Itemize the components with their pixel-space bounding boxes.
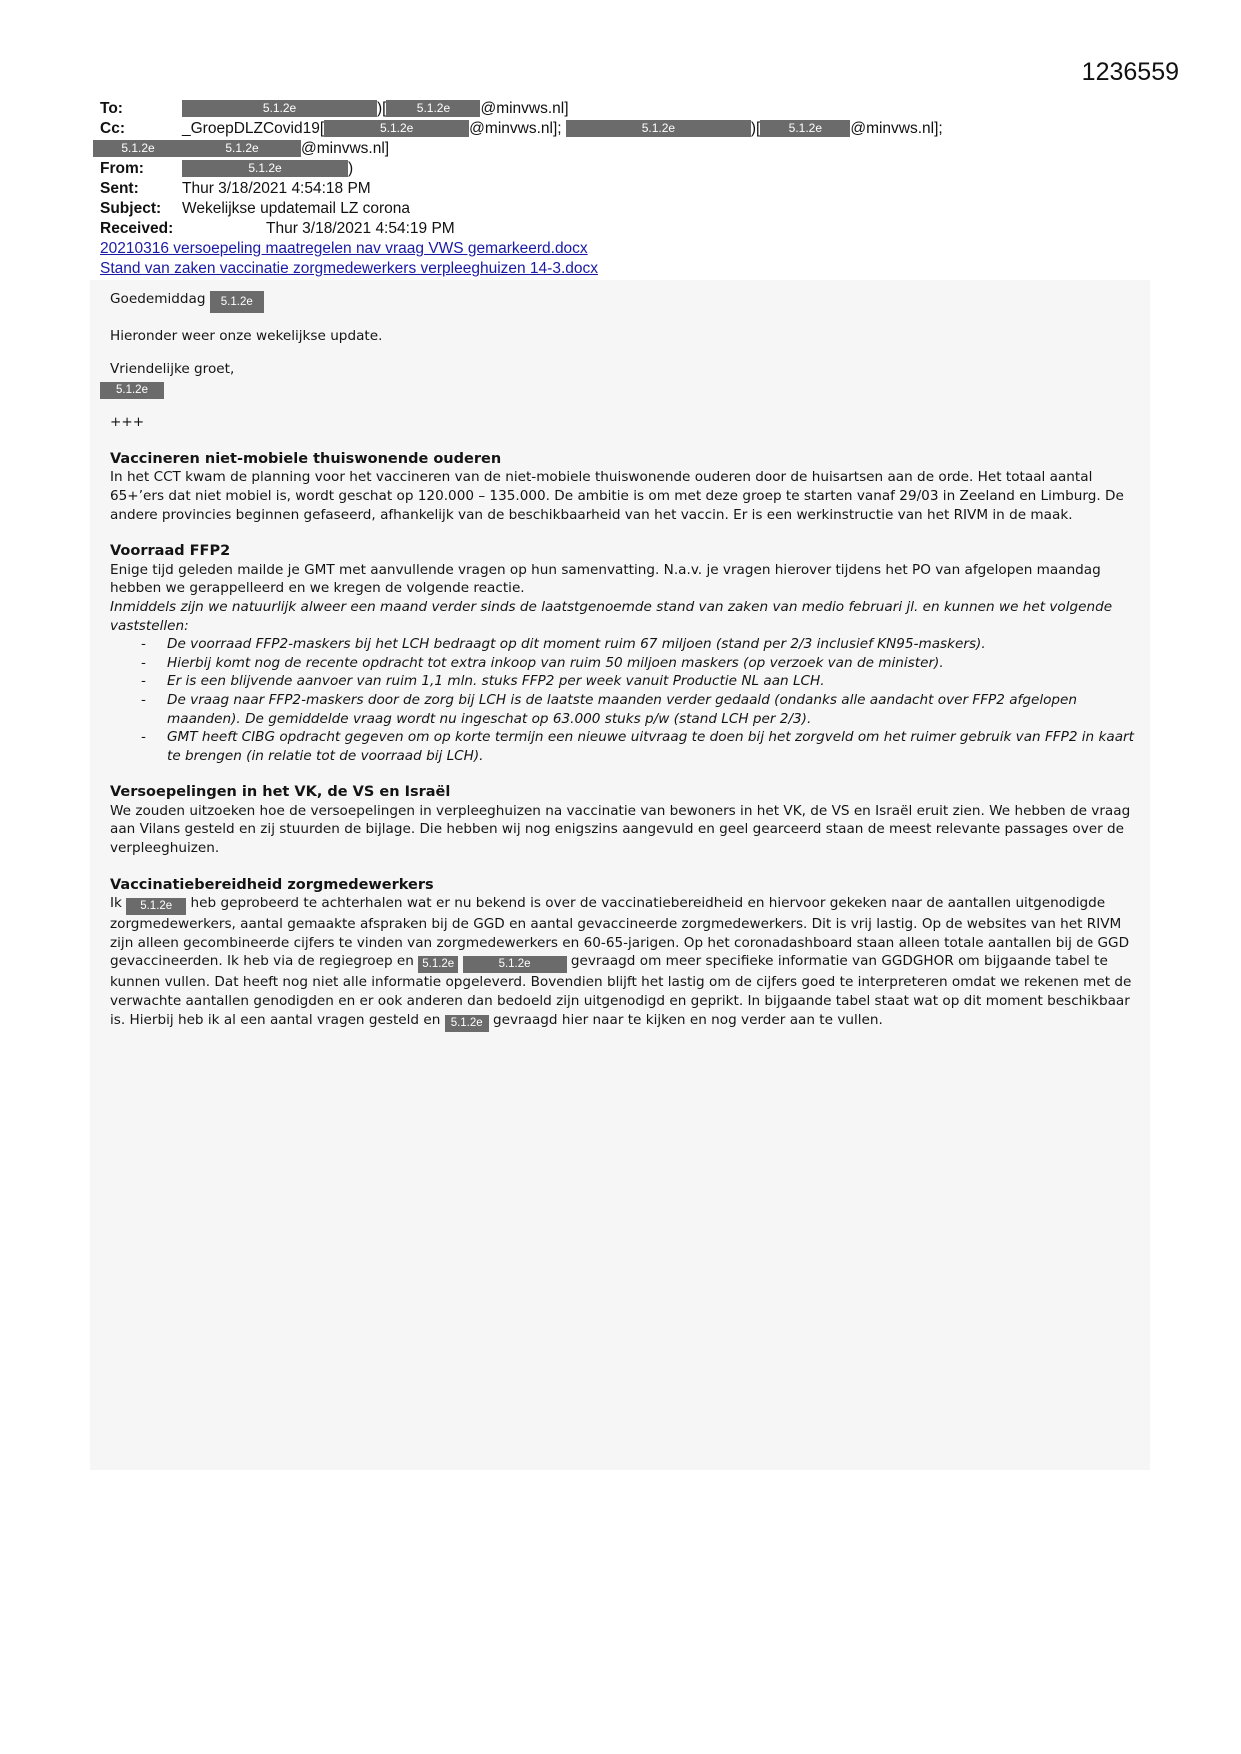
list-item: - Hierbij komt nog de recente opdracht tot extra inkoop van ruim 50 miljoen maskers (op verzoek van de minister). <box>141 654 1140 673</box>
redaction-box: 5.1.2e <box>418 956 458 973</box>
list-item: - De vraag naar FFP2-maskers door de zorg bij LCH is de laatste maanden verder gedaald (ondanks alle aandacht over FFP2 afgelopen maanden). De gemiddelde vraag wordt nu ingeschat op 63.000 stuks p/w (stand LCH per 2/3). <box>141 691 1140 728</box>
redaction-box: 5.1.2e <box>93 140 183 157</box>
redaction-box: 5.1.2e <box>463 956 567 973</box>
from-suffix: ) <box>348 160 354 177</box>
redaction-box: 5.1.2e <box>445 1015 489 1032</box>
cc-domain-2: @minvws.nl]; <box>850 120 943 137</box>
document-number: 1236559 <box>1081 58 1179 86</box>
received-value: Thur 3/18/2021 4:54:19 PM <box>266 220 455 237</box>
subject-value: Wekelijkse updatemail LZ corona <box>182 200 411 217</box>
header-subject-row <box>100 199 1160 219</box>
redaction-box: 5.1.2e <box>324 120 469 137</box>
section-text: Enige tijd geleden mailde je GMT met aanvullende vragen op hun samenvatting. N.a.v. je vragen hierover tijdens het PO van afgelopen maandag hebben we gerappelleerd en we kregen de volgende reactie. <box>110 561 1101 597</box>
cc-domain: @minvws.nl]; <box>469 120 562 137</box>
to-label: To: <box>100 100 123 117</box>
header-received-row <box>100 219 1160 239</box>
greeting: Goedemiddag 5.1.2e <box>110 290 1140 313</box>
from-label: From: <box>100 160 144 177</box>
section-title: Vaccinatiebereidheid zorgmedewerkers <box>110 876 434 893</box>
received-label: Received: <box>100 220 174 237</box>
section-title: Voorraad FFP2 <box>110 543 231 560</box>
cc-domain-3: @minvws.nl] <box>301 140 390 157</box>
sent-label: Sent: <box>100 180 139 197</box>
redaction-box: 5.1.2e <box>386 100 480 117</box>
header-cc-row-2 <box>100 139 1160 159</box>
section-italic-text: Inmiddels zijn we natuurlijk alweer een maand verder sinds de laatstgenoemde stand van zaken van medio februari jl. en kunnen we het volgende vaststellen: <box>110 598 1113 634</box>
list-item: - De voorraad FFP2-maskers bij het LCH bedraagt op dit moment ruim 67 miljoen (stand per 2/3 inclusief KN95-maskers). <box>141 635 1140 654</box>
closing-text: Vriendelijke groet, <box>110 360 235 377</box>
attachment-link[interactable]: Stand van zaken vaccinatie zorgmedewerkers verpleeghuizen 14-3.docx <box>100 260 599 277</box>
to-separator: )[ <box>377 100 387 117</box>
redaction-box: 5.1.2e <box>182 100 377 117</box>
sent-value: Thur 3/18/2021 4:54:18 PM <box>182 180 371 197</box>
message-body <box>110 290 1140 1032</box>
section-text: Ik 5.1.2e heb geprobeerd te achterhalen wat er nu bekend is over de vaccinatiebereidheid en hiervoor gekeken naar de aantallen uitgenodigde zorgmedewerkers, aantal gemaakte afspraken bij de GGD en aantal gevaccineerde zorgmedewerkers. Dit is vrij lastig. Op de websites van het RIVM zijn alleen gecombineerde cijfers te vinden van zorgmedewerkers en 60-65-jarigen. Op het coronadashboard staan alleen totale aantallen bij de GGD gevaccineerden. Ik heb via de regiegroep en 5.1.2e 5.1.2e gevraagd om meer specifieke informatie van GGDGHOR om bijgaande tabel te kunnen vullen. Dat heeft nog niet alle informatie opgeleverd. Bovendien blijft het lastig om de cijfers goed te interpreteren omdat we rekenen met de verwachte aantallen genodigden en er ook anderen dan bedoeld zijn uitgenodigd en geprikt. In bijgaande tabel staat wat op dit moment beschikbaar is. Hierbij heb ik al een aantal vragen gesteld en 5.1.2e gevraagd hier naar te kijken en nog verder aan te vullen. <box>110 894 1140 1031</box>
ffp2-list <box>110 635 1140 765</box>
header-sent-row <box>100 179 1160 199</box>
redaction-box: 5.1.2e <box>210 291 264 313</box>
section-text: We zouden uitzoeken hoe de versoepelingen in verpleeghuizen na vaccinatie van bewoners in het VK, de VS en Israël eruit zien. We hebben de vraag aan Vilans gesteld en zij stuurden de bijlage. Die hebben wij nog enigszins aangevuld en geel gearceerd staan de meest relevante passages over de verpleeghuizen. <box>110 802 1131 857</box>
cc-label: Cc: <box>100 120 125 137</box>
email-header <box>100 99 1160 239</box>
attachment-link[interactable]: 20210316 versoepeling maatregelen nav vraag VWS gemarkeerd.docx <box>100 240 588 257</box>
redaction-box: 5.1.2e <box>126 898 186 915</box>
list-item: - Er is een blijvende aanvoer van ruim 1,1 mln. stuks FFP2 per week vanuit Productie NL aan LCH. <box>141 672 1140 691</box>
header-cc-row <box>100 119 1160 139</box>
redaction-box: 5.1.2e <box>760 120 850 137</box>
header-from-row <box>100 159 1160 179</box>
redaction-box: 5.1.2e <box>183 140 301 157</box>
redaction-box: 5.1.2e <box>100 382 164 399</box>
to-domain: @minvws.nl] <box>480 100 569 117</box>
section-title: Versoepelingen in het VK, de VS en Israël <box>110 784 451 801</box>
list-item: - GMT heeft CIBG opdracht gegeven om op korte termijn een nieuwe uitvraag te doen bij het zorgveld om het ruimer gebruik van FFP2 in kaart te brengen (in relatie tot de voorraad bij LCH). <box>141 728 1140 765</box>
section-text: In het CCT kwam de planning voor het vaccineren van de niet-mobiele thuiswonende ouderen door de huisartsen aan de orde. Het totaal aantal 65+’ers dat niet mobiel is, wordt geschat op 120.000 – 135.000. De ambitie is om met deze groep te starten vanaf 29/03 in Zeeland en Limburg. De andere provincies beginnen gefaseerd, afhankelijk van de beschikbaarheid van het vaccin. Er is een werkinstructie van het RIVM in de maak. <box>110 469 1124 523</box>
cc-separator: )[ <box>750 120 761 137</box>
redaction-box: 5.1.2e <box>182 160 348 177</box>
intro-text: Hieronder weer onze wekelijkse update. <box>110 328 383 344</box>
section-title: Vaccineren niet-mobiele thuiswonende ouderen <box>110 450 502 467</box>
header-to-row <box>100 99 1160 119</box>
redaction-box: 5.1.2e <box>566 120 751 137</box>
cc-group: _GroepDLZCovid19[ <box>182 120 325 137</box>
separator: +++ <box>110 414 145 431</box>
subject-label: Subject: <box>100 200 162 217</box>
